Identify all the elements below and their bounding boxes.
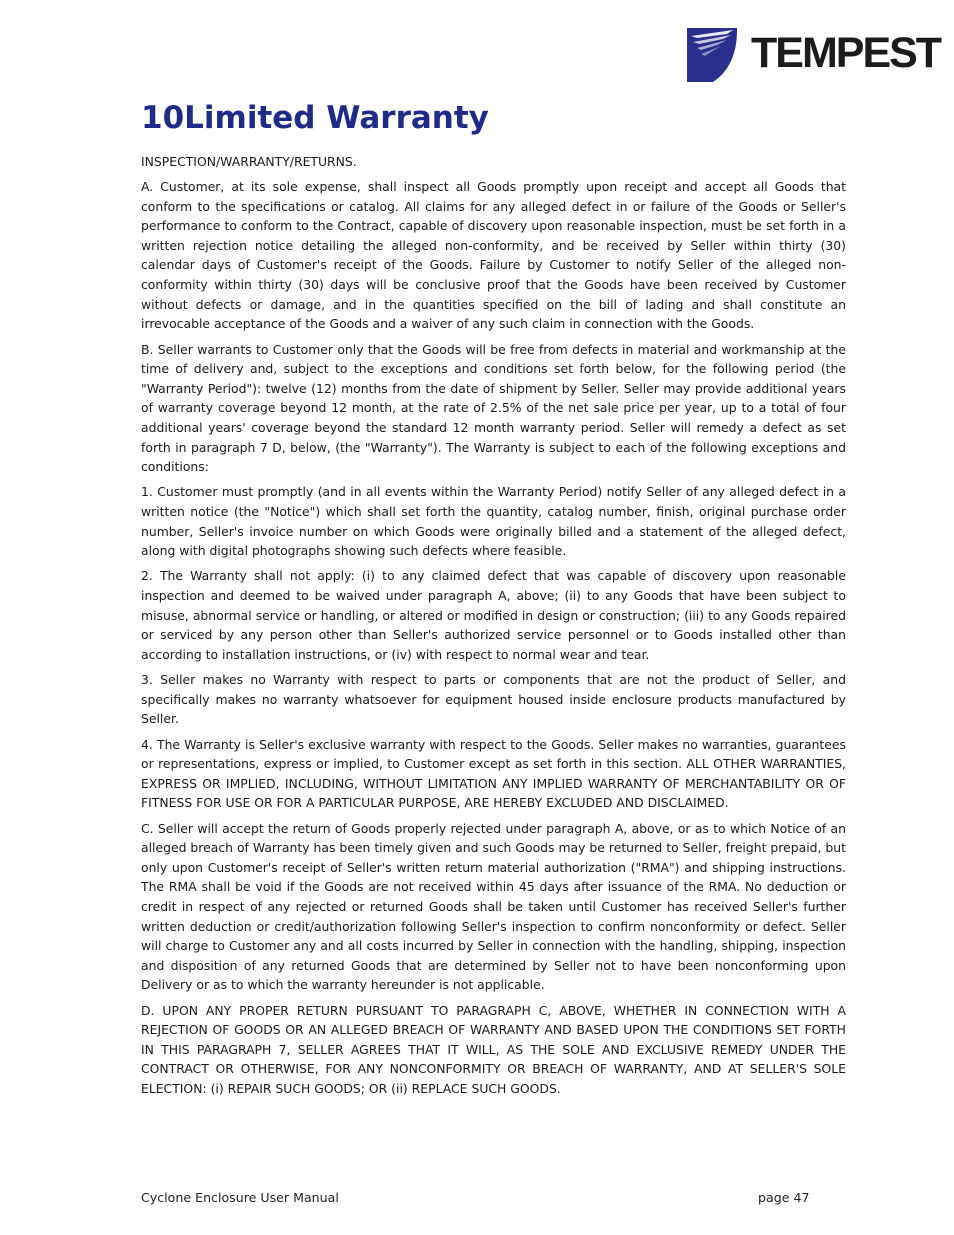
- paragraph-4: 4. The Warranty is Seller's exclusive warranty with respect to the Goods. Seller makes no warranties, guarantees or representations, express or implied, to Customer except as set forth in this section. ALL OTHER WARRANTIES, EXPRESS OR IMPLIED, INCLUDING, WITHOUT LIMITATION ANY IMPLIED WARRANTY OF MERCHANTABILITY OR OF FITNESS FOR USE OR FOR A PARTICULAR PURPOSE, ARE HEREBY EXCLUDED AND DISCLAIMED.: [141, 736, 846, 811]
- paragraph-d: D. UPON ANY PROPER RETURN PURSUANT TO PARAGRAPH C, ABOVE, WHETHER IN CONNECTION WITH A REJECTION OF GOODS OR AN ALLEGED BREACH OF WARRANTY AND BASED UPON THE CONDITIONS SET FORTH IN THIS PARAGRAPH 7, SELLER AGREES THAT IT WILL, AS THE SOLE AND EXCLUSIVE REMEDY UNDER THE CONTRACT OR OTHERWISE, FOR ANY NONCONFORMITY OR BREACH OF WARRANTY, AND AT SELLER'S SOLE ELECTION: (i) REPAIR SUCH GOODS; OR (ii) REPLACE SUCH GOODS.: [141, 1002, 846, 1097]
- section-heading: INSPECTION/WARRANTY/RETURNS.: [141, 154, 357, 169]
- footer-manual-name: Cyclone Enclosure User Manual: [141, 1190, 339, 1205]
- paragraph-a: A. Customer, at its sole expense, shall inspect all Goods promptly upon receipt and accept all Goods that conform to the specifications or catalog. All claims for any alleged defect in or failure of the Goods or Seller's performance to conform to the Contract, capable of discovery upon reasonable inspection, must be set forth in a written rejection notice detailing the alleged non-conformity, and be received by Seller within thirty (30) calendar days of Customer's receipt of the Goods. Failure by Customer to notify Seller of the alleged non-conformity within thirty (30) days will be conclusive proof that the Goods have been received by Customer without defects or damage, and in the quantities specified on the bill of lading and shall constitute an irrevocable acceptance of the Goods and a waiver of any such claim in connection with the Goods.: [141, 179, 846, 332]
- warranty-body: [141, 152, 846, 1104]
- logo-wordmark: TEMPEST: [751, 29, 941, 77]
- tempest-logo-icon: [683, 26, 741, 84]
- paragraph-1: 1. Customer must promptly (and in all events within the Warranty Period) notify Seller of any alleged defect in a written notice (the "Notice") which shall set forth the quantity, catalog number, finish, original purchase order number, Seller's invoice number on which Goods were originally billed and a statement of the alleged defect, along with digital photographs showing such defects where feasible.: [141, 484, 846, 559]
- paragraph-3: 3. Seller makes no Warranty with respect to parts or components that are not the product of Seller, and specifically makes no warranty whatsoever for equipment housed inside enclosure products manufactured by Seller.: [141, 672, 846, 727]
- paragraph-c: C. Seller will accept the return of Goods properly rejected under paragraph A, above, or as to which Notice of an alleged breach of Warranty has been timely given and such Goods may be returned to Seller, freight prepaid, but only upon Customer's receipt of Seller's written return material authorization ("RMA") and shipping instructions. The RMA shall be void if the Goods are not received within 45 days after issuance of the RMA. No deduction or credit in respect of any rejected or returned Goods shall be taken until Customer has received Seller's further written deduction or credit/authorization following Seller's inspection to confirm nonconformity or defect. Seller will charge to Customer any and all costs incurred by Seller in connection with the handling, shipping, inspection and disposition of any returned Goods that are determined by Seller not to have been nonconforming upon Delivery or as to which the warranty hereunder is not applicable.: [141, 820, 846, 993]
- paragraph-2: 2. The Warranty shall not apply: (i) to any claimed defect that was capable of discovery upon reasonable inspection and deemed to be waived under paragraph A, above; (ii) to any Goods that have been subject to misuse, abnormal service or handling, or altered or modified in design or construction; (iii) to any Goods repaired or serviced by any person other than Seller's authorized service personnel or to Goods installed other than according to installation instructions, or (iv) with respect to normal wear and tear.: [141, 568, 846, 662]
- paragraph-b: B. Seller warrants to Customer only that the Goods will be free from defects in material and workmanship at the time of delivery and, subject to the exceptions and conditions set forth below, for the following period (the "Warranty Period"): twelve (12) months from the date of shipment by Seller. Seller may provide additional years of warranty coverage beyond 12 month, at the rate of 2.5% of the net sale price per year, up to a total of four additional years' coverage beyond the standard 12 month warranty period. Seller will remedy a defect as set forth in paragraph 7 D, below, (the "Warranty"). The Warranty is subject to each of the following exceptions and conditions:: [141, 341, 846, 475]
- tempest-logo: [683, 26, 941, 84]
- footer-page-number: page 47: [758, 1190, 810, 1205]
- page-title: 10Limited Warranty: [141, 100, 489, 136]
